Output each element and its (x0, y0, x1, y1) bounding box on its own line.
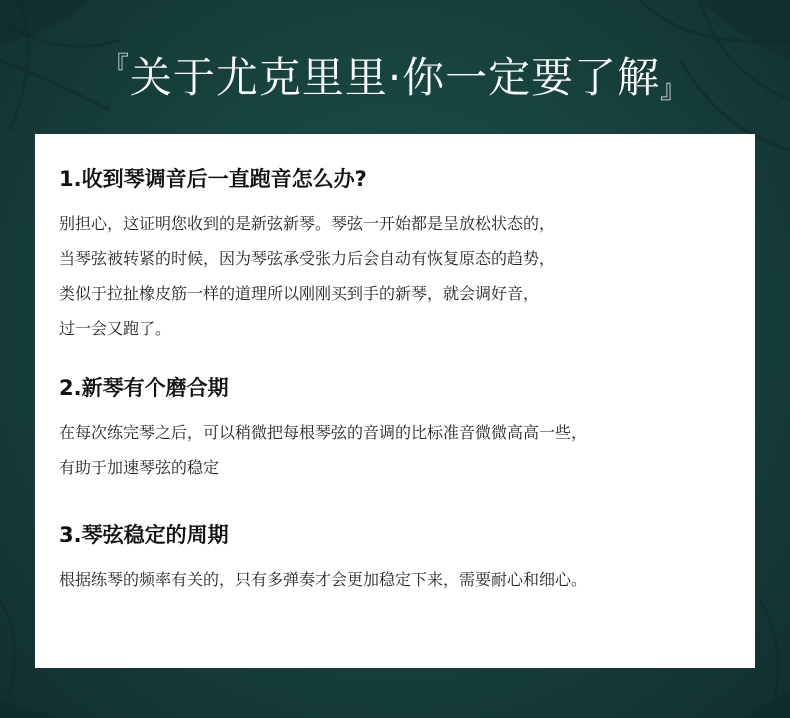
faq-card (35, 134, 755, 668)
faq-section-2 (59, 373, 739, 485)
section-heading: 1.收到琴调音后一直跑音怎么办? (59, 167, 367, 191)
section-body (59, 562, 739, 597)
body-line: 过一会又跑了。 (59, 319, 172, 338)
body-line: 有助于加速琴弦的稳定 (59, 458, 220, 477)
title-open-bracket: 『 (102, 52, 130, 82)
title-text: 关于尤克里里·你一定要了解 (129, 53, 661, 102)
section-body (59, 415, 739, 485)
body-line: 别担心，这证明您收到的是新弦新琴。琴弦一开始都是呈放松状态的， (59, 214, 556, 233)
section-heading: 2.新琴有个磨合期 (59, 376, 229, 400)
faq-section-1 (59, 164, 739, 346)
body-line: 在每次练完琴之后，可以稍微把每根琴弦的音调的比标准音微微高高一些， (59, 423, 588, 442)
faq-section-3 (59, 520, 739, 597)
body-line: 根据练琴的频率有关的，只有多弹奏才会更加稳定下来，需要耐心和细心。 (59, 570, 588, 589)
section-heading: 3.琴弦稳定的周期 (59, 523, 229, 547)
body-line: 当琴弦被转紧的时候，因为琴弦承受张力后会自动有恢复原态的趋势， (59, 249, 556, 268)
section-body (59, 206, 739, 346)
title-close-bracket: 』 (660, 75, 688, 105)
page-title (0, 40, 790, 110)
body-line: 类似于拉扯橡皮筋一样的道理所以刚刚买到手的新琴，就会调好音， (59, 284, 540, 303)
